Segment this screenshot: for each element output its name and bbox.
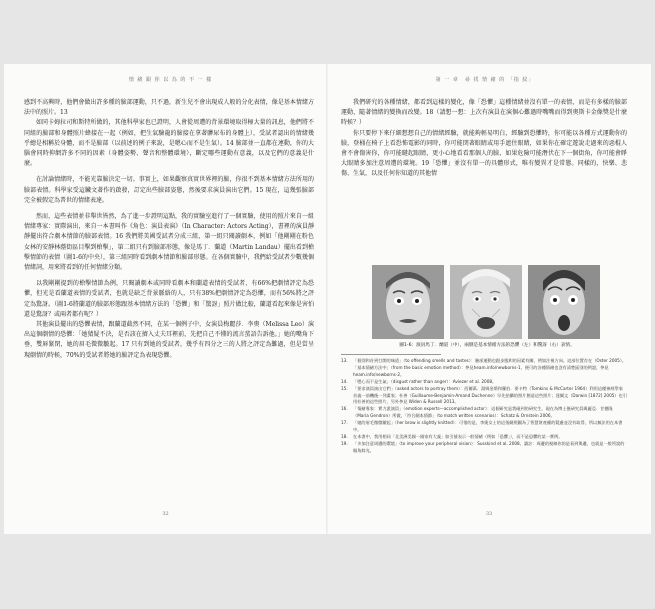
footnotes — [341, 354, 627, 455]
footnote: 18. 在本書中，我用相同「北美洲美國一國家有大義」如引號表示一般情緒（例如「恐懼」），而不是恐懼的某一實例。 — [341, 433, 563, 439]
paragraph: 以我剛剛提到的槍擊情節為例，只閱讀劇本或同時看劇本和蘭道表情的受試者，有66%把劇情評定為恐懼，但光是看蘭道表情的受試者，也就是缺乏背景脈絡的人，只有38%把劇情評定為恐懼，而有56%將之評定為驚訝。（圖1-6將蘭道的臉部形態跟基本情緒方法的「恐懼」和「驚訝」照片做比較，蘭道看起來像是害怕還是驚訝？或兩者都有呢？） — [24, 280, 314, 318]
footnote: 16. 「情緒專家：實力派演員」（emotion experts—accomplished actor）：這個研究是我碰到的研究生，現在為博士後研究員瑪麗亞．甘德隆（Maria Gendron）所做，「符合劇本情節」（to match written scenarios）：Schatz & Ornstein 2006。 — [341, 406, 613, 419]
footnote: 13. 「個別和首到打開的味道」（to offending smells and tastes）：臉部運動也跟步態和的因素有關，例如注視方向。這部位置存在（Oster 2005）。「基本情緒方法中」（from the basic emotion method）：參見heam.info/newborns-1，便可的各種情緒也沒有清楚區別的例證，參見heam.info/newborns-2。 — [341, 358, 627, 377]
right-body-text — [341, 98, 627, 180]
page-number-left: 32 — [162, 511, 169, 517]
page-number-right: 33 — [485, 511, 493, 517]
paragraph: 我們研究的各種情緒，都看到這樣的變化，像「恐懼」這種情緒並沒有單一的表情，而是有多樣的臉部運動，隨著情緒的變換而改變。18（請想一想：上次有演員在演個心難過時嘴嘴而得到奧斯卡金像獎是什麼時候？） — [341, 99, 627, 127]
left-body-text — [24, 98, 314, 361]
paragraph: 如同卡姆拉司和斯特所做的，其他科學家也已證明，人會從周遭的背景環境取得極大量的訊息，他們將不同組的臉部和身體照片蜂接在一起（例如，把生氣驗龍的臉接在拿著髒尿布的身體上），受試者認出的情緒幾乎總是相稱於身體，而不是臉部（以前述的例子來說，是嗯心而不是生氣）。14 臉部並一直都在連動，你的大腦會同時抑網許多不同的因素（身體姿勢、聲音和整體環境），斷定哪些運動有意義，以及它們的意義是什麼。 — [24, 119, 314, 168]
paragraph: 你只要停下來仔細想想自己的情緒經驗，就能夠輕易明白，經驗到恐懼時，你可能以各種方式運動你的臉，登桶在椅子上看恐怖電影的同時，你可能閉著眼睛或用手遮住眼睛，如果你在確定遊說走過來的惡棍人會不會傷害你，你可能瞇起眼睛，更小心地看看那個人的臉，如果危險可能潛伏在下一個街角，你可能會睜大眼睛多加注意周遭的環境。19「恐懼」並沒有單一的具體形式，唯有變異才是常態。同樣的，快樂、悲傷、生氣，以及任何你知道的其他情 — [341, 129, 627, 178]
footnote: 15. 「要求演員演出它們」（asked actors to portray them）：西爾萬．湯姆金斯和羅伯．麥卡特（Tomkins & McCarter 1964）利用這種神經學家首義一前機後一列畫家；杜善（Guillaume-Benjamin-Amand Duchenne）早先拍攝的照片創造這些照片；達爾文（Darwin [1872] 2005）也引用杜善的這些照片，另外參見 Widen & Russell 2013。 — [341, 385, 627, 405]
paragraph: 感到不高興時，他們會做出許多種的臉部運動，只不過，新生兒不會出現成人般的分化表情，像是基本情緒方法中的照片。13 — [24, 99, 314, 117]
paragraph: 在討論情緒時，不能光靠臉決定一切。事實上，如果觀察真實世界裡的臉，你很不到基本情緒方法所用的臉部表情。科學家受這臟文著作的啟發，訂定出些臉部姿態，然後要求演員演出它們。15 現在，這幾張臉部完全被假定為普世的情緒表達。 — [24, 176, 314, 204]
footnote: 17. 「她的眉毛微微皺起」（her brow is slightly knitted）：可惜的是，李奧女士的這張劇照圖為了智慧財產權的疑慮並沒有取得，所以無法用在本書中。 — [341, 420, 623, 433]
right-page — [327, 64, 651, 534]
book-spread — [4, 64, 651, 534]
paragraph: 然而，這些表情並非舉世皆然，為了進一步證明這點，我的實驗室進行了一個實驗，使用的照片來自一組情緒專家：實際演出，來自一本書叫作《角色：演員表演》（In Character: Actors Acting），書裡的演員靜靜擺出符合劇本情節的臉部表情。16 我們將美國受試者分成三組，第一組只閱讀劇本，例如「他剛剛在粉色女林的安靜林蔭街區目擊到槍擊」，第二組只有到臉部形態，像是馬丁．蘭道（Martin Landau）擺出看到槍擊情節的表情（圖1-6的中央），第三組同時看到劇本情節和臉部形態。在各個實驗中，我們給受試者少數幾個情緒詞，用來將看到的任何情緒分類。 — [24, 213, 314, 272]
paragraph: 其他演員擺出的恐懼表情，跟蘭道截然不同，在某一個例子中，女演員梅麗莎．李奧（Melissa Leo）演出這個劇情的恐懼：「她猜疑不決，是否該在擠入丈夫耳裡前，先把自己不懂的流言蜚語告訴他。」她的嘴角下垂，雙唇緊閉，她的眉毛微微皺起。17 只有到她的受試者，幾乎有四分之三的人將之評定為難過，但是當呈現劇情的時候，70%的受試者將她的臉評定為表現恐懼。 — [24, 321, 314, 359]
footnote: 19. 「多加注意周遭的環境」（to improve your peripheral vision）：Susskind et al. 2008。讀註：周邊的視線你的是看到與邊，也就是一般所說的眼角餘光。 — [341, 440, 625, 453]
footnote: 14. 「嗯心而不是生氣」（disgust rather than anger）：Aviezer et al. 2008。 — [341, 378, 497, 384]
left-page — [4, 64, 327, 534]
running-header-left: 情 緒 跟 你 以 為 的 不 一 樣 — [128, 77, 213, 83]
landau-face-photo — [450, 265, 522, 339]
running-header-right: 第 一 章 尋 找 情 緒 的 「指 紋」 — [435, 77, 535, 83]
footnote-divider — [341, 354, 441, 355]
figure-1-6 — [372, 265, 602, 348]
surprise-face-photo — [528, 265, 600, 339]
fear-face-photo — [372, 265, 444, 339]
figure-caption: 圖1-6：演員馬丁．蘭道（中），兩側是基本情緒方法的恐懼（左）和驚訝（右）表情。 — [399, 343, 575, 348]
